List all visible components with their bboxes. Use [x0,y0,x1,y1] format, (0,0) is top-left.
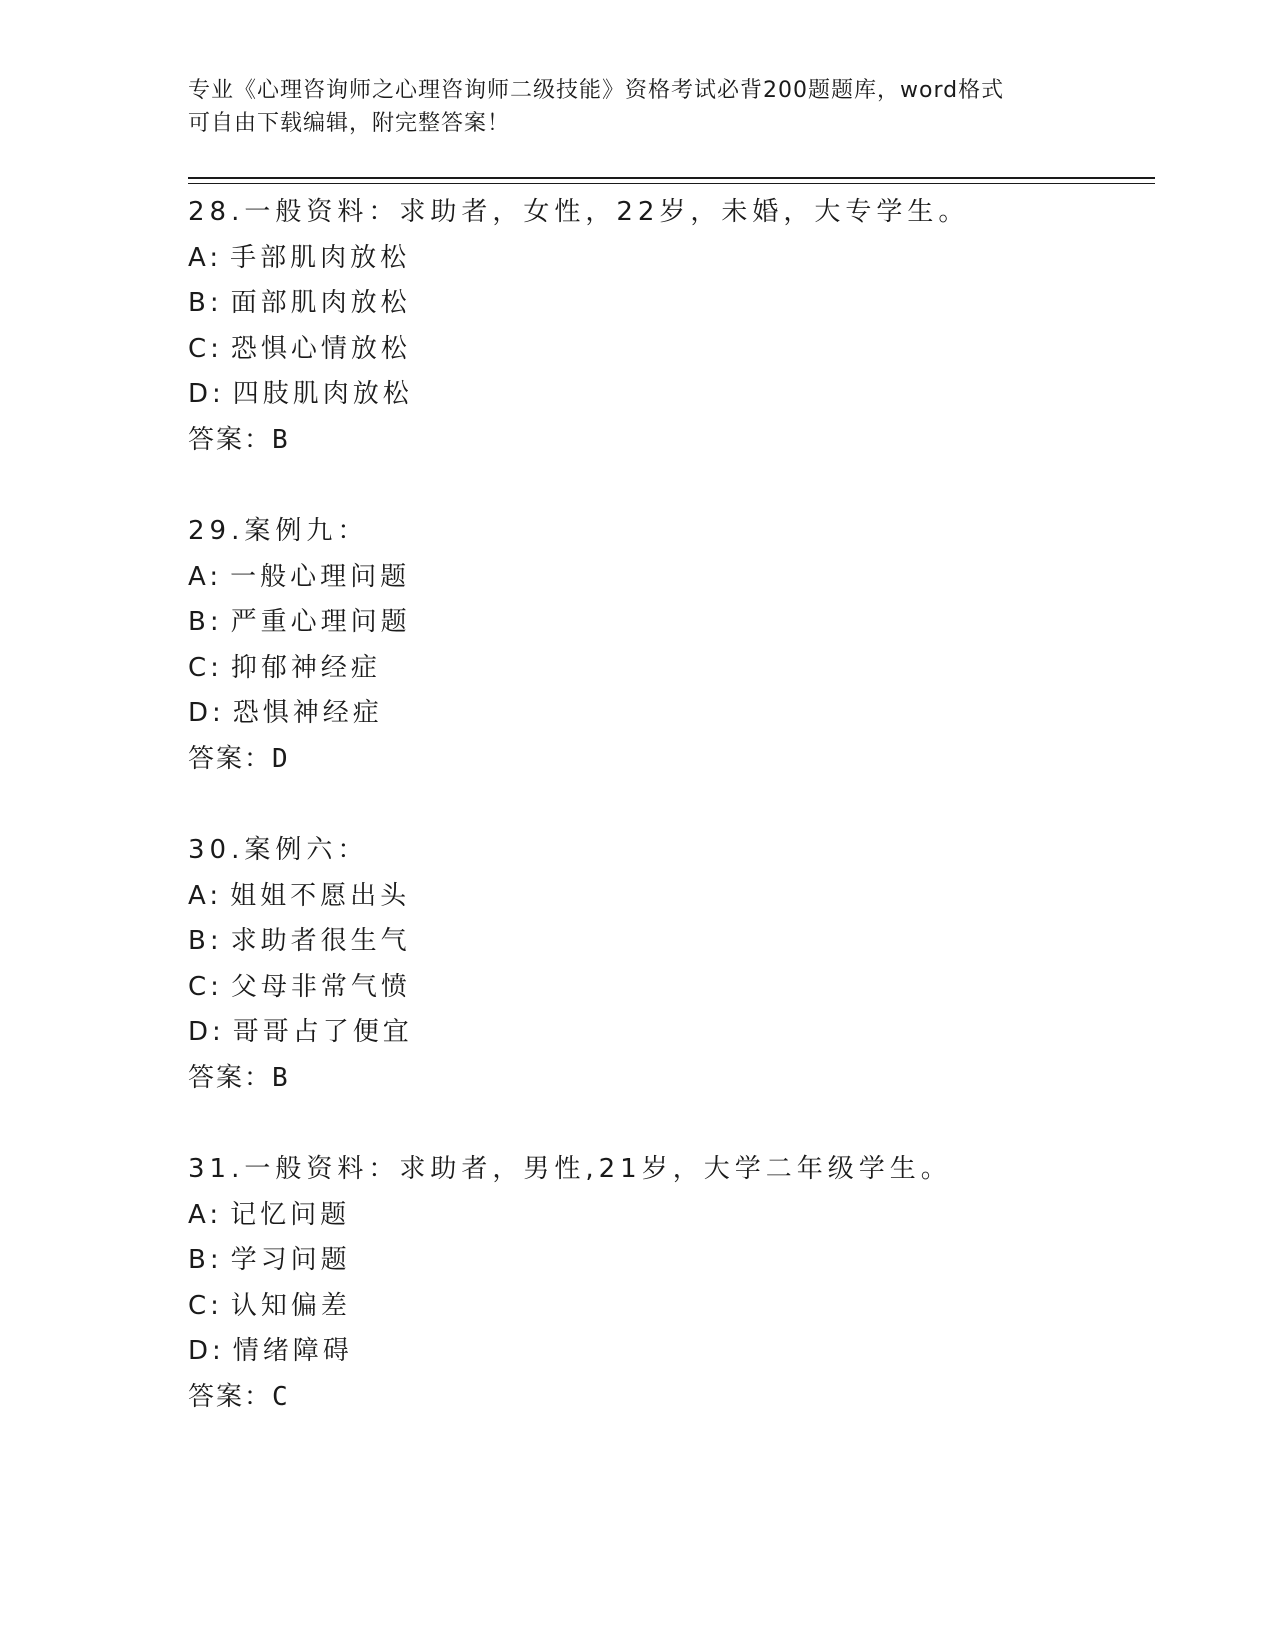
option-text: 手部肌肉放松 [230,242,411,273]
option-c [188,1284,1148,1330]
option-letter: D: [188,379,225,409]
document-header [188,74,1068,140]
option-text: 父母非常气愤 [230,971,411,1002]
option-d [188,372,1148,418]
option-b [188,600,1148,646]
option-letter: B: [188,926,223,956]
question-list [188,190,1148,1466]
option-text: 面部肌肉放松 [230,288,411,318]
answer-line: 答案：B [188,1062,290,1093]
option-d [188,1010,1148,1056]
option-a [188,555,1148,601]
option-letter: D: [188,698,225,728]
option-text: 恐惧神经症 [232,698,383,728]
answer-line: 答案：B [188,424,290,455]
header-line-1: 专业《心理咨询师之心理咨询师二级技能》资格考试必背200题题库，word格式 [188,78,1005,103]
option-text: 严重心理问题 [230,607,411,637]
option-text: 学习问题 [230,1245,351,1275]
option-d [188,691,1148,737]
option-letter: A: [188,880,223,911]
option-text: 一般心理问题 [230,561,411,592]
option-letter: A: [188,1199,223,1230]
option-text: 记忆问题 [230,1199,351,1230]
option-letter: D: [188,1017,225,1047]
option-c [188,965,1148,1011]
option-letter: A: [188,242,223,273]
header-line-2: 可自由下载编辑，附完整答案！ [188,111,511,136]
option-b [188,1238,1148,1284]
option-letter: C: [188,652,223,683]
header-divider-thin [188,183,1155,184]
option-letter: C: [188,1290,223,1321]
option-letter: C: [188,333,223,364]
option-text: 恐惧心情放松 [230,333,411,364]
option-text: 求助者很生气 [230,926,411,956]
option-text: 姐姐不愿出头 [230,880,411,911]
option-c [188,646,1148,692]
option-b [188,919,1148,965]
option-b [188,281,1148,327]
question-stem: 30.案例六： [188,835,369,865]
option-letter: B: [188,288,223,318]
option-text: 认知偏差 [230,1290,351,1321]
answer-line: 答案：C [188,1381,290,1412]
option-text: 抑郁神经症 [230,652,381,683]
question-stem: 29.案例九： [188,516,369,546]
option-text: 情绪障碍 [232,1336,353,1366]
option-text: 四肢肌肉放松 [232,379,413,409]
question-29 [188,509,1148,782]
option-letter: A: [188,561,223,592]
header-divider-thick [188,177,1155,179]
question-30 [188,828,1148,1101]
question-28 [188,190,1148,463]
option-letter: B: [188,607,223,637]
option-a [188,1193,1148,1239]
question-stem: 31.一般资料：求助者，男性,21岁，大学二年级学生。 [188,1154,952,1184]
option-letter: C: [188,971,223,1002]
option-d [188,1329,1148,1375]
option-a [188,236,1148,282]
option-letter: D: [188,1336,225,1366]
question-31 [188,1147,1148,1420]
option-text: 哥哥占了便宜 [232,1017,413,1047]
option-c [188,327,1148,373]
answer-line: 答案：D [188,743,290,774]
option-a [188,874,1148,920]
question-stem: 28.一般资料：求助者，女性，22岁，未婚，大专学生。 [188,197,970,227]
option-letter: B: [188,1245,223,1275]
